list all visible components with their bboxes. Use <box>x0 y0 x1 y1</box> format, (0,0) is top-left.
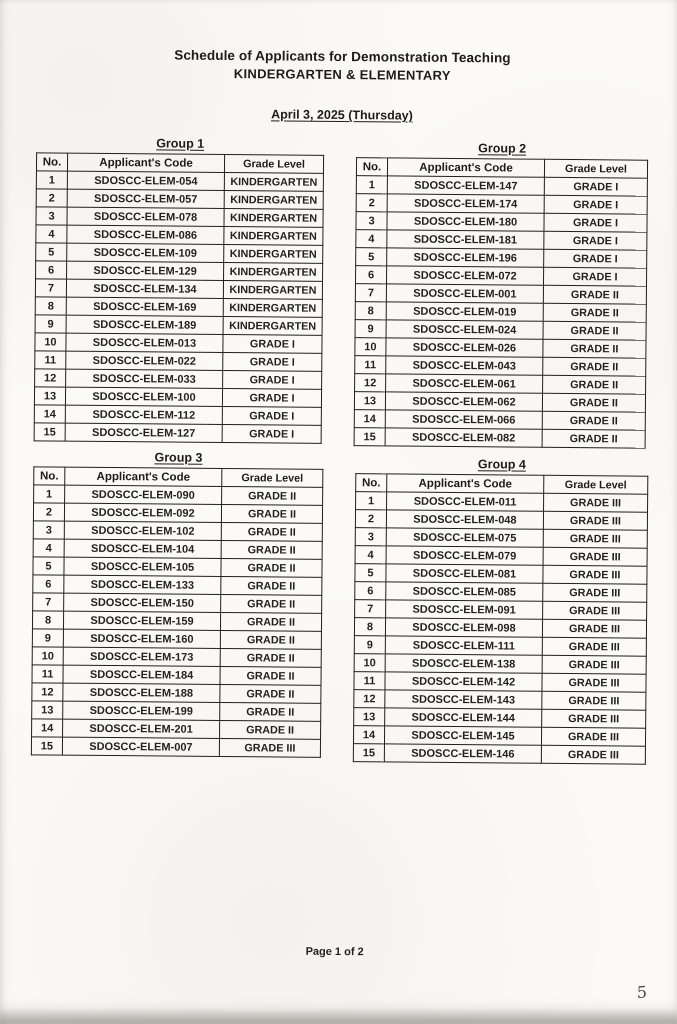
column-header-code: Applicant's Code <box>67 153 224 172</box>
row-number: 8 <box>35 297 66 315</box>
grade-level: GRADE III <box>543 529 647 548</box>
grade-level: GRADE II <box>543 285 646 304</box>
grade-level: GRADE I <box>222 424 321 443</box>
row-number: 4 <box>356 230 387 248</box>
applicant-code: SDOSCC-ELEM-169 <box>66 297 223 316</box>
applicant-code: SDOSCC-ELEM-143 <box>385 690 542 709</box>
grade-level: GRADE III <box>219 738 320 757</box>
group-3-section <box>31 449 324 758</box>
applicant-code: SDOSCC-ELEM-133 <box>64 575 221 594</box>
group-2-title-text: Group 2 <box>478 141 527 156</box>
column-header-grade: Grade Level <box>544 159 647 178</box>
applicant-code: SDOSCC-ELEM-078 <box>67 207 224 226</box>
grade-level: KINDERGARTEN <box>224 190 323 209</box>
grade-level: GRADE I <box>544 213 647 232</box>
applicant-code: SDOSCC-ELEM-001 <box>386 284 543 303</box>
grade-level: GRADE I <box>223 370 322 389</box>
column-header-code: Applicant's Code <box>65 467 222 486</box>
row-number: 15 <box>353 744 384 762</box>
applicant-code: SDOSCC-ELEM-105 <box>64 557 221 576</box>
row-number: 12 <box>32 683 63 701</box>
row-number: 8 <box>354 618 385 636</box>
group-4-title-text: Group 4 <box>477 457 526 472</box>
grade-level: GRADE III <box>543 547 647 566</box>
row-number: 4 <box>355 546 386 564</box>
applicant-code: SDOSCC-ELEM-138 <box>385 654 542 673</box>
grade-level: GRADE II <box>543 375 646 394</box>
applicant-code: SDOSCC-ELEM-160 <box>63 629 220 648</box>
column-header-no: No. <box>36 153 67 171</box>
row-number: 12 <box>354 690 385 708</box>
column-header-code: Applicant's Code <box>387 474 544 493</box>
applicant-code: SDOSCC-ELEM-142 <box>385 672 542 691</box>
group-2-title <box>356 140 648 157</box>
table-row <box>34 423 321 444</box>
applicant-code: SDOSCC-ELEM-013 <box>66 333 223 352</box>
row-number: 10 <box>355 338 386 356</box>
applicant-code: SDOSCC-ELEM-188 <box>63 683 220 702</box>
row-number: 6 <box>33 575 64 593</box>
grade-level: GRADE III <box>543 511 647 530</box>
row-number: 14 <box>34 405 65 423</box>
row-number: 12 <box>35 369 66 387</box>
row-number: 6 <box>36 261 67 279</box>
applicant-code: SDOSCC-ELEM-092 <box>64 503 221 522</box>
grade-level: GRADE III <box>542 673 646 692</box>
row-number: 3 <box>36 207 67 225</box>
applicant-code: SDOSCC-ELEM-007 <box>62 737 219 756</box>
grade-level: KINDERGARTEN <box>223 280 322 299</box>
applicant-code: SDOSCC-ELEM-159 <box>63 611 220 630</box>
row-number: 3 <box>355 528 386 546</box>
applicant-code: SDOSCC-ELEM-181 <box>387 230 544 249</box>
applicant-code: SDOSCC-ELEM-145 <box>384 726 541 745</box>
column-header-code: Applicant's Code <box>387 158 544 177</box>
applicant-code: SDOSCC-ELEM-054 <box>67 171 224 190</box>
applicant-code: SDOSCC-ELEM-180 <box>387 212 544 231</box>
document-date-text: April 3, 2025 (Thursday) <box>271 107 413 123</box>
applicant-code: SDOSCC-ELEM-134 <box>66 279 223 298</box>
applicant-code: SDOSCC-ELEM-062 <box>385 392 542 411</box>
grade-level: GRADE III <box>542 619 646 638</box>
applicant-code: SDOSCC-ELEM-085 <box>386 582 543 601</box>
applicant-code: SDOSCC-ELEM-090 <box>65 485 222 504</box>
grade-level: GRADE III <box>543 601 647 620</box>
grade-level: GRADE II <box>220 630 321 649</box>
applicant-code: SDOSCC-ELEM-199 <box>63 701 220 720</box>
table-row <box>31 737 320 758</box>
grade-level: KINDERGARTEN <box>224 262 323 281</box>
grade-level: GRADE I <box>223 352 322 371</box>
grade-level: GRADE III <box>542 691 646 710</box>
row-number: 7 <box>33 593 64 611</box>
row-number: 5 <box>36 243 67 261</box>
table-row <box>353 744 645 765</box>
grade-level: GRADE I <box>222 388 321 407</box>
grade-level: GRADE II <box>222 486 323 505</box>
grade-level: GRADE II <box>543 321 646 340</box>
row-number: 4 <box>33 539 64 557</box>
row-number: 14 <box>354 410 385 428</box>
group-4-section <box>353 456 649 765</box>
applicant-code: SDOSCC-ELEM-061 <box>386 374 543 393</box>
document-date <box>3 105 677 125</box>
grade-level: GRADE II <box>220 666 321 685</box>
grade-level: GRADE II <box>221 558 322 577</box>
row-number: 15 <box>354 428 385 446</box>
applicant-code: SDOSCC-ELEM-091 <box>386 600 543 619</box>
applicant-code: SDOSCC-ELEM-086 <box>67 225 224 244</box>
row-number: 11 <box>355 356 386 374</box>
applicant-code: SDOSCC-ELEM-127 <box>65 423 222 442</box>
group-4-table <box>353 473 649 765</box>
group-3-title-text: Group 3 <box>154 450 203 465</box>
row-number: 10 <box>32 647 63 665</box>
applicant-code: SDOSCC-ELEM-104 <box>64 539 221 558</box>
applicant-code: SDOSCC-ELEM-184 <box>63 665 220 684</box>
grade-level: GRADE II <box>542 411 645 430</box>
grade-level: KINDERGARTEN <box>224 172 323 191</box>
applicant-code: SDOSCC-ELEM-048 <box>386 510 543 529</box>
row-number: 10 <box>354 654 385 672</box>
applicant-code: SDOSCC-ELEM-102 <box>64 521 221 540</box>
row-number: 5 <box>355 564 386 582</box>
applicant-code: SDOSCC-ELEM-075 <box>386 528 543 547</box>
grade-level: GRADE II <box>543 339 646 358</box>
row-number: 2 <box>33 503 64 521</box>
grade-level: GRADE I <box>544 249 647 268</box>
group-4-title <box>355 456 648 473</box>
page-footer: Page 1 of 2 <box>305 945 364 959</box>
applicant-code: SDOSCC-ELEM-196 <box>387 248 544 267</box>
group-1-table <box>34 152 325 444</box>
row-number: 14 <box>32 719 63 737</box>
document-subtitle: KINDERGARTEN & ELEMENTARY <box>233 66 451 83</box>
applicant-code: SDOSCC-ELEM-100 <box>65 387 222 406</box>
applicant-code: SDOSCC-ELEM-189 <box>66 315 223 334</box>
column-header-no: No. <box>356 474 387 492</box>
grade-level: GRADE II <box>220 702 321 721</box>
row-number: 8 <box>32 611 63 629</box>
column-header-grade: Grade Level <box>222 468 323 487</box>
row-number: 4 <box>36 225 67 243</box>
row-number: 9 <box>354 636 385 654</box>
applicant-code: SDOSCC-ELEM-066 <box>385 410 542 429</box>
grade-level: GRADE III <box>543 583 647 602</box>
row-number: 13 <box>34 387 65 405</box>
grade-level: GRADE I <box>543 267 646 286</box>
table-row <box>354 428 645 449</box>
grade-level: GRADE III <box>541 745 645 764</box>
row-number: 11 <box>35 351 66 369</box>
grade-level: GRADE II <box>221 522 322 541</box>
applicant-code: SDOSCC-ELEM-079 <box>386 546 543 565</box>
grade-level: GRADE II <box>221 504 322 523</box>
group-2-section <box>354 140 649 449</box>
row-number: 11 <box>32 665 63 683</box>
row-number: 7 <box>35 279 66 297</box>
applicant-code: SDOSCC-ELEM-144 <box>385 708 542 727</box>
grade-level: GRADE II <box>220 684 321 703</box>
applicant-code: SDOSCC-ELEM-072 <box>386 266 543 285</box>
row-number: 14 <box>353 726 384 744</box>
row-number: 2 <box>36 189 67 207</box>
row-number: 13 <box>32 701 63 719</box>
document-title: Schedule of Applicants for Demonstration Teaching <box>174 47 511 66</box>
grade-level: GRADE III <box>542 709 646 728</box>
row-number: 1 <box>356 176 387 194</box>
grade-level: GRADE III <box>541 727 645 746</box>
grade-level: GRADE III <box>542 637 646 656</box>
row-number: 13 <box>354 392 385 410</box>
row-number: 6 <box>355 582 386 600</box>
grade-level: GRADE I <box>544 177 647 196</box>
row-number: 9 <box>32 629 63 647</box>
applicant-code: SDOSCC-ELEM-129 <box>67 261 224 280</box>
row-number: 15 <box>31 737 62 755</box>
group-3-table <box>31 466 324 758</box>
row-number: 11 <box>354 672 385 690</box>
grade-level: GRADE I <box>222 406 321 425</box>
row-number: 15 <box>34 423 65 441</box>
applicant-code: SDOSCC-ELEM-150 <box>64 593 221 612</box>
grade-level: GRADE II <box>221 594 322 613</box>
grade-level: GRADE I <box>544 231 647 250</box>
group-2-table <box>354 157 649 449</box>
applicant-code: SDOSCC-ELEM-173 <box>63 647 220 666</box>
applicant-code: SDOSCC-ELEM-011 <box>387 492 544 511</box>
grade-level: GRADE II <box>221 540 322 559</box>
applicant-code: SDOSCC-ELEM-026 <box>386 338 543 357</box>
grade-level: GRADE III <box>543 565 647 584</box>
grade-level: KINDERGARTEN <box>223 298 322 317</box>
row-number: 1 <box>34 485 65 503</box>
row-number: 3 <box>356 212 387 230</box>
grade-level: GRADE II <box>221 576 322 595</box>
grade-level: GRADE II <box>543 357 646 376</box>
row-number: 7 <box>355 284 386 302</box>
grade-level: KINDERGARTEN <box>224 226 323 245</box>
applicant-code: SDOSCC-ELEM-022 <box>66 351 223 370</box>
row-number: 8 <box>355 302 386 320</box>
row-number: 5 <box>33 557 64 575</box>
row-number: 12 <box>355 374 386 392</box>
applicant-code: SDOSCC-ELEM-019 <box>386 302 543 321</box>
grade-level: GRADE II <box>542 393 645 412</box>
group-1-section <box>34 135 325 444</box>
applicant-code: SDOSCC-ELEM-082 <box>385 428 542 447</box>
applicant-code: SDOSCC-ELEM-111 <box>385 636 542 655</box>
grade-level: KINDERGARTEN <box>223 316 322 335</box>
applicant-code: SDOSCC-ELEM-033 <box>66 369 223 388</box>
group-1-title <box>36 135 324 152</box>
handwritten-page-number: 5 <box>636 982 648 1003</box>
column-header-grade: Grade Level <box>224 154 323 173</box>
grade-level: GRADE I <box>544 195 647 214</box>
grade-level: GRADE II <box>543 303 646 322</box>
applicant-code: SDOSCC-ELEM-043 <box>386 356 543 375</box>
row-number: 13 <box>354 708 385 726</box>
group-3-title <box>33 449 323 466</box>
applicant-code: SDOSCC-ELEM-146 <box>384 744 541 763</box>
column-header-no: No. <box>356 158 387 176</box>
row-number: 2 <box>355 510 386 528</box>
grade-level: KINDERGARTEN <box>224 244 323 263</box>
row-number: 1 <box>36 171 67 189</box>
grade-level: GRADE II <box>220 720 321 739</box>
row-number: 2 <box>356 194 387 212</box>
grade-level: KINDERGARTEN <box>224 208 323 227</box>
group-1-title-text: Group 1 <box>156 136 205 151</box>
grade-level: GRADE II <box>220 648 321 667</box>
applicant-code: SDOSCC-ELEM-081 <box>386 564 543 583</box>
applicant-code: SDOSCC-ELEM-201 <box>63 719 220 738</box>
applicant-code: SDOSCC-ELEM-024 <box>386 320 543 339</box>
applicant-code: SDOSCC-ELEM-098 <box>385 618 542 637</box>
row-number: 3 <box>33 521 64 539</box>
applicant-code: SDOSCC-ELEM-057 <box>67 189 224 208</box>
applicant-code: SDOSCC-ELEM-112 <box>65 405 222 424</box>
grade-level: GRADE III <box>544 493 648 512</box>
applicant-code: SDOSCC-ELEM-174 <box>387 194 544 213</box>
row-number: 5 <box>356 248 387 266</box>
row-number: 7 <box>355 600 386 618</box>
column-header-no: No. <box>34 467 65 485</box>
row-number: 6 <box>355 266 386 284</box>
row-number: 9 <box>355 320 386 338</box>
column-header-grade: Grade Level <box>544 475 648 494</box>
row-number: 10 <box>35 333 66 351</box>
row-number: 1 <box>356 492 387 510</box>
applicant-code: SDOSCC-ELEM-147 <box>387 176 544 195</box>
applicant-code: SDOSCC-ELEM-109 <box>67 243 224 262</box>
grade-level: GRADE II <box>220 612 321 631</box>
row-number: 9 <box>35 315 66 333</box>
grade-level: GRADE III <box>542 655 646 674</box>
grade-level: GRADE II <box>542 429 645 448</box>
grade-level: GRADE I <box>223 334 322 353</box>
